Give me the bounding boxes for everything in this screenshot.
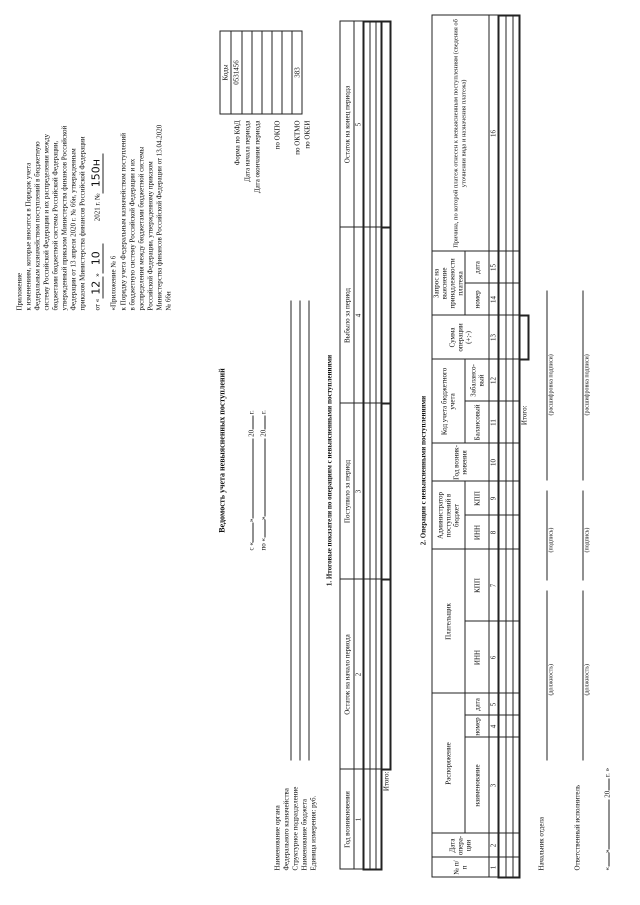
s2-colnum: 6 — [489, 621, 499, 693]
executor-decoding-hint: (расшифровка подписи) — [584, 353, 590, 415]
executor-signature-field[interactable] — [582, 490, 583, 580]
s2-h-balance: Балансовый — [465, 401, 489, 443]
s1-colnum: 5 — [354, 21, 364, 227]
page-title: Ведомость учета невыясненных поступлений — [217, 367, 226, 533]
s2-total-row — [519, 15, 528, 877]
appendix-line: приказом Министерства финансов Российской Федерации — [78, 136, 86, 310]
s1-total-cell[interactable] — [381, 579, 390, 769]
s2-h-admin-kpp: КПП — [465, 481, 489, 515]
s2-total-cell[interactable] — [519, 315, 528, 359]
sign-date-suffix: г. » — [603, 767, 611, 777]
period-year: 20 — [259, 429, 267, 437]
period-year-field[interactable] — [252, 415, 253, 429]
s1-colnum: 2 — [354, 579, 364, 769]
s2-colnum: 3 — [489, 737, 499, 833]
s2-cell[interactable] — [505, 857, 512, 877]
s2-h-num: № п/п — [432, 857, 489, 877]
s2-colnum: 14 — [489, 283, 499, 315]
appendix6-line: в бюджетную систему Российской Федерации и их — [128, 158, 136, 310]
s2-colnum: 8 — [489, 515, 499, 549]
s1-cell[interactable] — [369, 403, 375, 579]
sign-date-year: 20 — [603, 790, 611, 798]
section1-table — [339, 20, 391, 870]
period-mid: » — [259, 516, 267, 520]
head-label: Начальник отдела — [537, 816, 545, 870]
sign-day-field[interactable] — [608, 853, 609, 867]
s2-cell[interactable] — [505, 715, 512, 737]
s2-cell[interactable] — [512, 15, 519, 251]
s2-h-year: Год возник-новения — [432, 443, 489, 481]
s1-total-cell[interactable] — [381, 403, 390, 579]
s2-cell[interactable] — [505, 359, 512, 401]
s2-total-label: Итого: — [520, 404, 528, 425]
s2-cell[interactable] — [498, 857, 505, 877]
label-budget: Наименование бюджета — [300, 798, 308, 870]
s1-cell[interactable] — [369, 227, 375, 403]
s2-colnum: 7 — [489, 549, 499, 621]
s1-colnum: 1 — [354, 769, 364, 869]
s2-cell[interactable] — [505, 515, 512, 549]
s2-h-code: Код учета бюджетного учета — [432, 359, 465, 443]
period-mid: » — [247, 518, 255, 522]
period-suffix: г. — [259, 409, 267, 414]
s2-cell[interactable] — [512, 515, 519, 549]
budget-field[interactable] — [308, 300, 309, 760]
s2-cell[interactable] — [512, 481, 519, 515]
label-unit: Единица измерения: руб. — [309, 795, 317, 870]
s2-h-payer: Плательщик — [432, 549, 465, 693]
period-month-field[interactable] — [264, 438, 265, 516]
s2-h-date: Дата опера-ции — [432, 833, 489, 857]
s2-cell[interactable] — [512, 549, 519, 621]
s1-total-row — [381, 21, 390, 869]
code-label: по ОКПО — [273, 120, 281, 149]
appendix6-line: Министерства финансов Российской Федерации от 13.04.2020 — [155, 124, 163, 310]
sign-month-field[interactable] — [608, 799, 609, 849]
appendix6-line: «Приложение № 6 — [109, 255, 117, 310]
s2-colnum: 13 — [489, 315, 499, 359]
s2-h-admin: Администратор поступлений в бюджет — [432, 481, 465, 549]
code-label: по ОКЕИ — [303, 120, 311, 149]
s1-cell[interactable] — [363, 227, 369, 403]
sign-year-field[interactable] — [608, 778, 609, 790]
appendix-line: Приложение — [15, 272, 23, 310]
head-decoding-field[interactable] — [546, 290, 547, 480]
s2-colnum: 12 — [489, 359, 499, 401]
period-month-field[interactable] — [252, 438, 253, 518]
s1-cell[interactable] — [363, 769, 369, 869]
s2-h-reason: Причина, по которой платеж отнесен к невыясненным поступлениям (сведения об уточнении вида и назначения платежа) — [432, 15, 489, 251]
s2-cell[interactable] — [498, 715, 505, 737]
codes-header: Коды — [220, 31, 231, 114]
period-year-field[interactable] — [264, 415, 265, 429]
s1-header-in: Поступило за период — [340, 403, 354, 579]
head-decoding-hint: (расшифровка подписи) — [548, 353, 554, 415]
s2-cell[interactable] — [512, 401, 519, 443]
s2-cell[interactable] — [512, 833, 519, 857]
head-signature-hint: (подпись) — [548, 527, 554, 552]
s2-cell[interactable] — [498, 737, 505, 833]
s1-header-end: Остаток на конец периода — [340, 21, 354, 227]
table-row — [369, 21, 375, 869]
s2-colnum: 10 — [489, 443, 499, 481]
code-value-start[interactable] — [242, 31, 252, 114]
s2-cell[interactable] — [498, 401, 505, 443]
s2-colnum: 11 — [489, 401, 499, 443]
period-prefix: с « — [247, 541, 255, 550]
s2-cell[interactable] — [498, 621, 505, 693]
s2-cell[interactable] — [498, 693, 505, 715]
s2-h-order-number: номер — [465, 715, 489, 737]
s2-cell[interactable] — [505, 693, 512, 715]
period-to — [259, 410, 267, 550]
s2-cell[interactable] — [498, 315, 505, 359]
s1-header-year: Год возникновения — [340, 769, 354, 869]
s2-cell[interactable] — [505, 283, 512, 315]
s1-cell[interactable] — [375, 403, 381, 579]
s2-cell[interactable] — [505, 737, 512, 833]
section2-table — [431, 14, 529, 878]
period-suffix: г. — [247, 409, 255, 414]
s2-h-order: Распоряжение — [432, 693, 465, 833]
s2-cell[interactable] — [498, 443, 505, 481]
code-value-end[interactable] — [252, 31, 262, 114]
s2-cell[interactable] — [512, 315, 519, 359]
s1-cell[interactable] — [363, 579, 369, 769]
s1-colnum: 3 — [354, 403, 364, 579]
table-row — [505, 15, 512, 877]
code-value-okei[interactable]: 383 — [292, 31, 302, 114]
s2-cell[interactable] — [498, 359, 505, 401]
period-from — [247, 410, 255, 550]
table-row — [498, 15, 505, 877]
appendix-line: к изменениям, которые вносятся в Порядок учета — [24, 162, 32, 310]
period-day-field[interactable] — [264, 520, 265, 538]
s2-h-order-name: наименование — [465, 737, 489, 833]
s2-cell[interactable] — [498, 515, 505, 549]
s2-h-admin-inn: ИНН — [465, 515, 489, 549]
s2-cell[interactable] — [512, 715, 519, 737]
appendix-line: Федеральным казначейством поступлений в бюджетную — [33, 140, 41, 310]
executor-decoding-field[interactable] — [582, 290, 583, 480]
code-label: Дата начала периода — [243, 120, 251, 182]
code-value-kfd[interactable]: 0531456 — [231, 31, 242, 114]
s2-h-inn: ИНН — [465, 621, 489, 693]
head-signature-field[interactable] — [546, 490, 547, 580]
sign-date — [603, 767, 611, 870]
s1-header-start: Остаток на начало периода — [340, 579, 354, 769]
s2-cell[interactable] — [498, 481, 505, 515]
s2-cell[interactable] — [505, 251, 512, 283]
s2-colnum: 16 — [489, 15, 499, 251]
s2-cell[interactable] — [512, 693, 519, 715]
code-label: Дата окончания периода — [253, 120, 261, 193]
s2-cell[interactable] — [512, 737, 519, 833]
s2-colnum: 2 — [489, 833, 499, 857]
appendix-line: утвержденный приказом Министерства финансов Российской — [60, 125, 68, 310]
appendix6-line: к Порядку учета Федеральным казначейством поступлений — [119, 132, 127, 310]
appendix6-line: Российской Федерации, утвержденному приказом — [146, 160, 154, 310]
s2-cell[interactable] — [512, 283, 519, 315]
s1-colnum: 4 — [354, 227, 364, 403]
s2-cell[interactable] — [505, 621, 512, 693]
organ-field[interactable] — [290, 300, 291, 760]
s1-cell[interactable] — [375, 769, 381, 869]
period-prefix: по « — [259, 537, 267, 550]
s1-cell[interactable] — [375, 227, 381, 403]
code-value-oktmo[interactable] — [282, 31, 292, 114]
s2-cell[interactable] — [498, 283, 505, 315]
s2-h-request: Запрос на выяснение принадлежности платежа — [432, 251, 465, 315]
s1-total-label: Итого: — [382, 771, 390, 791]
s2-cell[interactable] — [498, 549, 505, 621]
s2-cell[interactable] — [512, 857, 519, 877]
s2-cell[interactable] — [505, 481, 512, 515]
rotated-form — [7, 5, 633, 900]
s2-colnum: 5 — [489, 693, 499, 715]
s2-h-kpp: КПП — [465, 549, 489, 621]
s1-cell[interactable] — [363, 403, 369, 579]
section2-title: 2. Операции с невыясненными поступлениями — [419, 395, 427, 545]
code-value-okpo[interactable] — [272, 31, 282, 114]
s1-total-cell[interactable] — [381, 21, 390, 227]
executor-position-field[interactable] — [582, 590, 583, 760]
s1-header-out: Выбыло за период — [340, 227, 354, 403]
s1-cell[interactable] — [363, 21, 369, 227]
s2-cell[interactable] — [498, 833, 505, 857]
s2-cell[interactable] — [505, 833, 512, 857]
appendix-line: Федерации от 13 апреля 2020 г. № 66н, утвержденным — [69, 147, 77, 310]
label-organ: Наименование органа — [273, 804, 281, 870]
code-label: по ОКТМО — [293, 120, 301, 155]
date-mid: » — [93, 272, 101, 277]
s2-cell[interactable] — [498, 15, 505, 251]
s2-total-spacer — [519, 359, 528, 401]
appendix6-line: распределения между бюджетами бюджетной системы — [137, 146, 145, 310]
s2-cell[interactable] — [512, 621, 519, 693]
s1-cell[interactable] — [375, 579, 381, 769]
division-field[interactable] — [299, 300, 300, 760]
s2-cell[interactable] — [505, 15, 512, 251]
label-division: Структурное подразделение — [291, 786, 299, 870]
sign-date-prefix: « — [603, 866, 611, 870]
date-month: 10 — [89, 243, 103, 273]
date-number: 150н — [89, 153, 103, 193]
s2-cell[interactable] — [512, 443, 519, 481]
s2-cell[interactable] — [505, 401, 512, 443]
appendix-line: бюджетами бюджетной системы Российской Федерации, — [51, 140, 59, 310]
s1-total-cell[interactable] — [381, 227, 390, 403]
s2-h-req-number: номер — [465, 283, 489, 315]
table-row — [363, 21, 369, 869]
head-position-hint: (должность) — [548, 663, 554, 695]
s2-colnum-row — [489, 15, 499, 877]
period-year: 20 — [247, 429, 255, 437]
s2-cell[interactable] — [512, 359, 519, 401]
head-position-field[interactable] — [546, 590, 547, 760]
executor-position-hint: (должность) — [584, 663, 590, 695]
s2-cell[interactable] — [505, 443, 512, 481]
appendix6-line: № 66н — [164, 290, 172, 310]
s2-cell[interactable] — [498, 251, 505, 283]
s2-cell[interactable] — [505, 315, 512, 359]
s1-cell[interactable] — [369, 769, 375, 869]
section1-title: 1. Итоговые показатели по операциям с невыясненными поступлениями — [325, 354, 333, 586]
code-label: Форма по КФД — [233, 120, 241, 165]
code-value-empty[interactable] — [262, 31, 272, 114]
sign-date-mid: » — [603, 849, 611, 853]
appendix-line: систему Российской Федерации и их распределения между — [42, 133, 50, 310]
s2-total-spacer — [519, 15, 528, 315]
table-row — [375, 21, 381, 869]
s1-cell[interactable] — [369, 21, 375, 227]
date-prefix: от « — [93, 298, 101, 310]
s2-colnum: 4 — [489, 715, 499, 737]
date-year: 2021 г. № — [93, 192, 101, 221]
s2-h-order-date: дата — [465, 693, 489, 715]
s2-h-sum: Сумма операции (+;-) — [432, 315, 489, 359]
s2-colnum: 15 — [489, 251, 499, 283]
s2-h-offbalance: Забалансо-вый — [465, 359, 489, 401]
s2-colnum: 1 — [489, 857, 499, 877]
s2-cell[interactable] — [505, 549, 512, 621]
date-day: 12 — [89, 276, 103, 298]
s2-cell[interactable] — [512, 251, 519, 283]
s2-h-req-date: дата — [465, 251, 489, 283]
executor-label: Ответственный исполнитель — [573, 784, 581, 870]
executor-signature-hint: (подпись) — [584, 527, 590, 552]
appendix-date — [89, 153, 102, 310]
period-day-field[interactable] — [252, 522, 253, 542]
codes-table — [219, 30, 302, 114]
s1-cell[interactable] — [375, 21, 381, 227]
table-row — [512, 15, 519, 877]
s2-colnum: 9 — [489, 481, 499, 515]
s1-cell[interactable] — [369, 579, 375, 769]
label-treasury: Федерального казначейства — [282, 787, 290, 870]
